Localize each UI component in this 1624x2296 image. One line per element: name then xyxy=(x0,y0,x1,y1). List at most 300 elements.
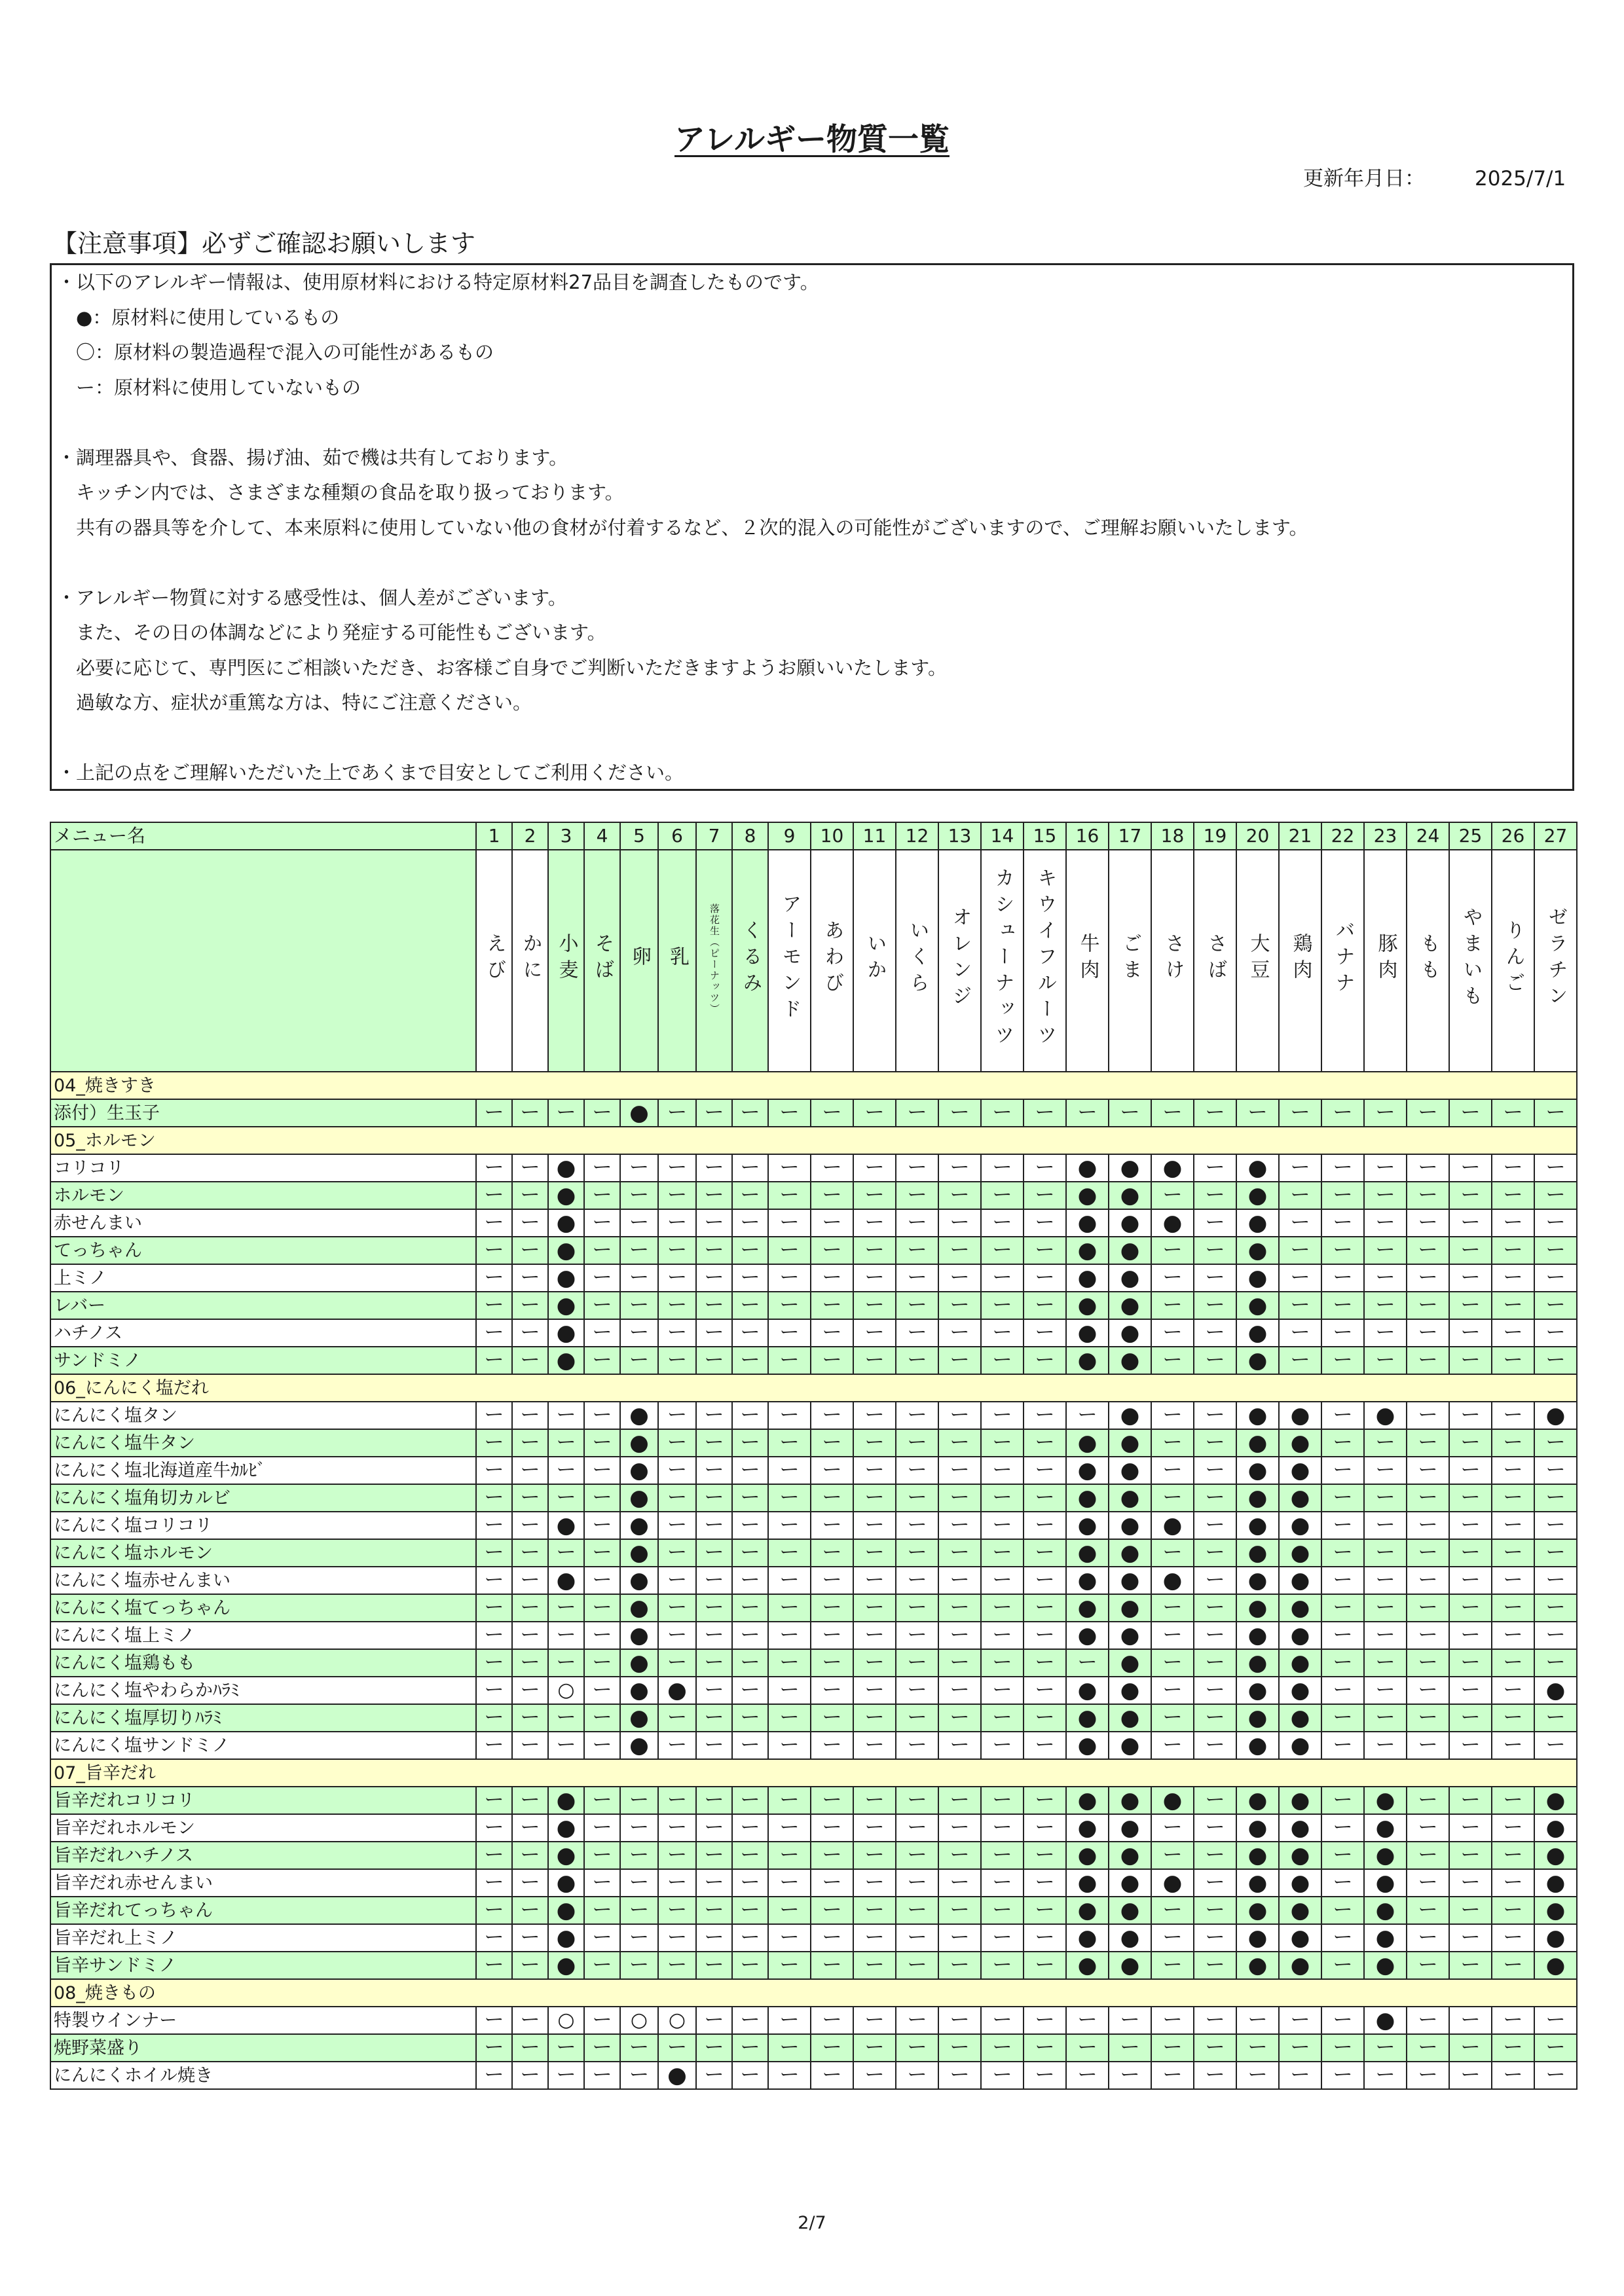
allergen-name-cell xyxy=(811,850,853,1072)
allergen-mark: ー xyxy=(938,1429,981,1457)
allergen-name-cell xyxy=(1321,850,1364,1072)
updated-date xyxy=(1303,162,1566,191)
allergen-mark: ー xyxy=(732,1952,768,1979)
allergen-mark: ー xyxy=(811,1209,853,1237)
allergen-number: 24 xyxy=(1407,822,1449,850)
allergen-mark: ー xyxy=(853,1429,896,1457)
allergen-mark: ー xyxy=(1449,1484,1492,1512)
allergen-mark: ー xyxy=(512,1484,548,1512)
allergen-mark: ー xyxy=(1534,1539,1577,1567)
allergen-mark: ー xyxy=(938,1099,981,1127)
allergen-mark: ー xyxy=(938,1209,981,1237)
allergen-mark: ー xyxy=(768,1897,811,1924)
allergen-mark: ー xyxy=(1279,1292,1321,1319)
allergen-mark: ー xyxy=(981,1539,1024,1567)
allergen-name: りんご xyxy=(1502,920,1525,998)
allergen-number: 26 xyxy=(1492,822,1534,850)
menu-name: 上ミノ xyxy=(50,1264,476,1292)
allergen-mark: ● xyxy=(1109,1209,1151,1237)
allergen-mark: ー xyxy=(1407,2062,1449,2089)
allergen-mark: ー xyxy=(811,1347,853,1374)
allergen-mark: ー xyxy=(981,1099,1024,1127)
allergen-name: もも xyxy=(1416,933,1440,985)
allergen-mark: ー xyxy=(476,1594,512,1622)
allergen-mark: ー xyxy=(1321,1704,1364,1732)
allergen-mark: ー xyxy=(1024,1182,1066,1209)
allergen-mark: ー xyxy=(981,2062,1024,2089)
allergen-mark: ー xyxy=(658,1099,696,1127)
allergen-mark: ー xyxy=(696,1292,732,1319)
allergen-name-cell xyxy=(658,850,696,1072)
allergen-mark: ー xyxy=(1364,1292,1407,1319)
allergen-mark: ー xyxy=(768,1649,811,1677)
table-row xyxy=(50,2062,1577,2089)
allergen-mark: ー xyxy=(1236,1099,1279,1127)
allergen-mark: ー xyxy=(1449,1154,1492,1182)
allergen-mark: ● xyxy=(1236,1237,1279,1264)
allergen-mark: ● xyxy=(1236,1182,1279,1209)
allergen-mark: ● xyxy=(1066,1484,1109,1512)
allergen-mark: ー xyxy=(896,1649,938,1677)
menu-name: コリコリ xyxy=(50,1154,476,1182)
allergen-mark: ー xyxy=(1492,1237,1534,1264)
allergen-mark: ● xyxy=(1066,1704,1109,1732)
allergen-mark: ー xyxy=(811,1924,853,1952)
allergen-mark: ー xyxy=(1321,1567,1364,1594)
allergen-mark: ● xyxy=(1066,1209,1109,1237)
menu-name: 旨辛だれコリコリ xyxy=(50,1787,476,1814)
allergen-mark: ー xyxy=(768,1787,811,1814)
allergen-mark: ー xyxy=(853,1704,896,1732)
allergen-mark: ー xyxy=(1279,1154,1321,1182)
allergen-mark: ー xyxy=(476,1649,512,1677)
allergen-mark: ー xyxy=(476,1154,512,1182)
allergen-mark: ー xyxy=(476,1347,512,1374)
allergen-mark: ー xyxy=(896,1622,938,1649)
allergen-mark: ー xyxy=(853,1732,896,1759)
allergen-mark: ー xyxy=(1321,1732,1364,1759)
allergen-mark: ● xyxy=(1279,1952,1321,1979)
allergen-mark: ー xyxy=(853,1649,896,1677)
allergen-mark: ー xyxy=(1492,1182,1534,1209)
allergen-mark: ー xyxy=(476,1952,512,1979)
allergen-mark: ー xyxy=(696,1402,732,1429)
allergen-mark: ー xyxy=(853,1869,896,1897)
allergen-number: 7 xyxy=(696,822,732,850)
menu-name-header: メニュー名 xyxy=(50,822,476,850)
allergen-mark: ー xyxy=(658,1622,696,1649)
allergen-mark: ● xyxy=(548,1292,584,1319)
allergen-mark: ー xyxy=(768,1264,811,1292)
allergen-mark: ー xyxy=(512,1622,548,1649)
allergen-mark: ー xyxy=(732,2007,768,2034)
allergen-mark: ー xyxy=(1449,1869,1492,1897)
table-row xyxy=(50,1567,1577,1594)
allergen-mark: ー xyxy=(896,2034,938,2062)
allergen-mark: ー xyxy=(584,1457,620,1484)
allergen-mark: ● xyxy=(1236,1842,1279,1869)
allergen-mark: ー xyxy=(811,2007,853,2034)
table-row xyxy=(50,1677,1577,1704)
allergen-mark: ー xyxy=(938,1484,981,1512)
allergen-name: バナナ xyxy=(1331,920,1355,998)
allergen-mark: ー xyxy=(512,1677,548,1704)
allergen-mark: ー xyxy=(1364,1154,1407,1182)
allergen-mark: ー xyxy=(1492,1292,1534,1319)
allergen-mark: ● xyxy=(1279,1732,1321,1759)
menu-name: 旨辛だれ上ミノ xyxy=(50,1924,476,1952)
allergen-mark: ● xyxy=(1279,1924,1321,1952)
allergen-name: カシューナッツ xyxy=(991,867,1014,1051)
allergen-mark: ー xyxy=(548,1457,584,1484)
allergen-mark: ー xyxy=(620,1182,658,1209)
allergen-mark: ー xyxy=(584,2034,620,2062)
allergen-mark: ー xyxy=(938,1897,981,1924)
allergen-mark: ー xyxy=(853,2062,896,2089)
allergen-mark: ー xyxy=(620,1924,658,1952)
allergen-mark: ● xyxy=(548,1264,584,1292)
table-row xyxy=(50,1732,1577,1759)
allergen-mark: ー xyxy=(658,1649,696,1677)
allergen-mark: ー xyxy=(512,1539,548,1567)
allergen-number: 25 xyxy=(1449,822,1492,850)
menu-name: にんにく塩鶏もも xyxy=(50,1649,476,1677)
allergen-name: オレンジ xyxy=(948,907,972,1011)
allergen-mark: ー xyxy=(696,1622,732,1649)
allergen-mark: ー xyxy=(476,1924,512,1952)
allergen-mark: ● xyxy=(1066,1924,1109,1952)
allergen-number: 16 xyxy=(1066,822,1109,850)
allergen-mark: ー xyxy=(1321,1182,1364,1209)
allergen-mark: ー xyxy=(1492,2007,1534,2034)
allergen-name: やまいも xyxy=(1459,907,1483,1011)
allergen-mark: ー xyxy=(1364,1622,1407,1649)
allergen-mark: ー xyxy=(1449,1099,1492,1127)
allergen-mark: ー xyxy=(732,1732,768,1759)
allergen-name-cell xyxy=(1024,850,1066,1072)
allergen-mark: ー xyxy=(696,1594,732,1622)
allergen-mark: ー xyxy=(1151,1924,1194,1952)
allergen-name: キウイフルーツ xyxy=(1033,867,1057,1051)
allergen-mark: ー xyxy=(981,2034,1024,2062)
allergen-mark: ー xyxy=(512,1209,548,1237)
allergen-mark: ー xyxy=(732,1539,768,1567)
allergen-mark: ー xyxy=(548,1484,584,1512)
allergen-mark: ー xyxy=(1492,1264,1534,1292)
allergen-mark: ー xyxy=(1449,2034,1492,2062)
allergen-mark: ー xyxy=(938,2062,981,2089)
allergen-mark: ● xyxy=(620,1457,658,1484)
allergen-mark: ー xyxy=(584,1924,620,1952)
allergen-mark: ー xyxy=(1534,1292,1577,1319)
allergen-mark: ● xyxy=(1066,1154,1109,1182)
allergen-mark: ー xyxy=(620,1952,658,1979)
allergen-mark: ● xyxy=(1534,1787,1577,1814)
allergen-mark: ● xyxy=(548,1952,584,1979)
allergen-mark: ー xyxy=(938,1402,981,1429)
menu-name: にんにくホイル焼き xyxy=(50,2062,476,2089)
allergen-number: 8 xyxy=(732,822,768,850)
allergen-mark: ー xyxy=(853,2007,896,2034)
allergen-mark: ー xyxy=(811,1622,853,1649)
allergen-mark: ー xyxy=(548,1402,584,1429)
allergen-mark: ー xyxy=(896,1594,938,1622)
allergen-mark: ー xyxy=(620,1264,658,1292)
allergen-mark: ー xyxy=(1194,1594,1236,1622)
allergen-mark: ー xyxy=(811,1594,853,1622)
allergen-mark: ● xyxy=(1364,2007,1407,2034)
allergen-mark: ー xyxy=(1194,1182,1236,1209)
allergen-mark: ー xyxy=(768,1429,811,1457)
allergen-mark: ー xyxy=(732,1567,768,1594)
allergen-mark: ー xyxy=(584,1677,620,1704)
allergen-mark: ー xyxy=(476,2062,512,2089)
allergen-mark: ー xyxy=(512,1952,548,1979)
allergen-table xyxy=(50,822,1578,2090)
allergen-mark: ー xyxy=(1151,1622,1194,1649)
section-title: 04_焼きすき xyxy=(50,1072,1577,1099)
allergen-number: 19 xyxy=(1194,822,1236,850)
allergen-mark: ● xyxy=(1236,1512,1279,1539)
allergen-mark: ー xyxy=(853,1099,896,1127)
allergen-mark: ー xyxy=(1364,1099,1407,1127)
allergen-mark: ー xyxy=(1024,1924,1066,1952)
menu-name: 旨辛だれハチノス xyxy=(50,1842,476,1869)
allergen-mark: ー xyxy=(1449,1952,1492,1979)
allergen-mark: ー xyxy=(696,1869,732,1897)
allergen-mark: ー xyxy=(896,1814,938,1842)
allergen-mark: ● xyxy=(620,1402,658,1429)
allergen-mark: ー xyxy=(658,1264,696,1292)
allergen-mark: ー xyxy=(1194,1099,1236,1127)
allergen-mark: ー xyxy=(696,1264,732,1292)
table-row xyxy=(50,1484,1577,1512)
allergen-name-cell xyxy=(1449,850,1492,1072)
allergen-mark: ー xyxy=(1492,1154,1534,1182)
table-row xyxy=(50,1869,1577,1897)
allergen-mark: ー xyxy=(981,1512,1024,1539)
allergen-mark: ー xyxy=(1321,1787,1364,1814)
allergen-mark: ー xyxy=(658,1924,696,1952)
allergen-name: 卵 xyxy=(628,946,651,972)
allergen-mark: ー xyxy=(768,1704,811,1732)
allergen-mark: ● xyxy=(1066,1814,1109,1842)
allergen-mark: ○ xyxy=(548,2007,584,2034)
allergen-name: 豚肉 xyxy=(1374,933,1397,985)
allergen-mark: ● xyxy=(1066,1952,1109,1979)
allergen-mark: ー xyxy=(938,1347,981,1374)
allergen-name: 鶏肉 xyxy=(1289,933,1312,985)
allergen-mark: ー xyxy=(584,1842,620,1869)
allergen-mark: ー xyxy=(896,1539,938,1567)
allergen-mark: ー xyxy=(696,1567,732,1594)
allergen-mark: ー xyxy=(1492,1897,1534,1924)
allergen-mark: ー xyxy=(1449,1402,1492,1429)
allergen-mark: ー xyxy=(1151,1677,1194,1704)
allergen-mark: ー xyxy=(1534,2034,1577,2062)
allergen-mark: ー xyxy=(1194,1237,1236,1264)
allergen-mark: ー xyxy=(1151,1952,1194,1979)
menu-name: 旨辛だれホルモン xyxy=(50,1814,476,1842)
section-row xyxy=(50,1127,1577,1154)
allergen-mark: ー xyxy=(1534,1099,1577,1127)
allergen-mark: ー xyxy=(658,1292,696,1319)
allergen-mark: ー xyxy=(1407,2007,1449,2034)
allergen-mark: ● xyxy=(658,2062,696,2089)
allergen-mark: ー xyxy=(1492,1622,1534,1649)
allergen-mark: ● xyxy=(1109,1182,1151,1209)
allergen-mark: ー xyxy=(512,1402,548,1429)
allergen-mark: ー xyxy=(1449,1567,1492,1594)
allergen-mark: ● xyxy=(620,1649,658,1677)
allergen-mark: ー xyxy=(1534,1347,1577,1374)
allergen-mark: ー xyxy=(1492,1869,1534,1897)
allergen-mark: ー xyxy=(1151,2007,1194,2034)
allergen-mark: ー xyxy=(548,1622,584,1649)
allergen-mark: ー xyxy=(584,1099,620,1127)
allergen-mark: ー xyxy=(1279,1264,1321,1292)
allergen-mark: ● xyxy=(1151,1567,1194,1594)
allergen-mark: ー xyxy=(811,1787,853,1814)
notice-line: 過敏な方、症状が重篤な方は、特にご注意ください。 xyxy=(57,691,532,714)
allergen-number: 9 xyxy=(768,822,811,850)
allergen-name-cell xyxy=(1279,850,1321,1072)
allergen-mark: ー xyxy=(1492,1842,1534,1869)
allergen-mark: ー xyxy=(476,1099,512,1127)
allergen-mark: ー xyxy=(1534,1209,1577,1237)
allergen-mark: ● xyxy=(620,1512,658,1539)
allergen-mark: ー xyxy=(512,1704,548,1732)
allergen-mark: ー xyxy=(512,2062,548,2089)
allergen-mark: ー xyxy=(620,2062,658,2089)
allergen-mark: ー xyxy=(548,2034,584,2062)
allergen-mark: ー xyxy=(548,2062,584,2089)
allergen-mark: ● xyxy=(620,1484,658,1512)
allergen-mark: ー xyxy=(584,1952,620,1979)
allergen-mark: ー xyxy=(1321,1484,1364,1512)
menu-name: にんにく塩牛タン xyxy=(50,1429,476,1457)
allergen-mark: ー xyxy=(1492,1732,1534,1759)
allergen-mark: ー xyxy=(938,1814,981,1842)
allergen-mark: ー xyxy=(768,1869,811,1897)
allergen-mark: ー xyxy=(1024,1677,1066,1704)
allergen-mark: ー xyxy=(476,1182,512,1209)
allergen-mark: ー xyxy=(1407,1539,1449,1567)
allergen-mark: ● xyxy=(1109,1539,1151,1567)
allergen-mark: ー xyxy=(1492,1594,1534,1622)
allergen-mark: ー xyxy=(1449,1209,1492,1237)
allergen-mark: ー xyxy=(658,1237,696,1264)
allergen-mark: ー xyxy=(696,1347,732,1374)
allergen-mark: ー xyxy=(584,1897,620,1924)
allergen-mark: ー xyxy=(658,1787,696,1814)
menu-name: 赤せんまい xyxy=(50,1209,476,1237)
allergen-mark: ー xyxy=(548,1429,584,1457)
allergen-mark: ー xyxy=(1492,2062,1534,2089)
allergen-mark: ー xyxy=(512,1319,548,1347)
allergen-mark: ● xyxy=(1066,1869,1109,1897)
allergen-mark: ● xyxy=(620,1429,658,1457)
allergen-mark: ー xyxy=(696,1842,732,1869)
allergen-mark: ー xyxy=(1279,2034,1321,2062)
allergen-mark: ー xyxy=(696,1429,732,1457)
allergen-mark: ー xyxy=(1109,2062,1151,2089)
allergen-mark: ー xyxy=(853,1952,896,1979)
allergen-mark: ー xyxy=(696,1484,732,1512)
allergen-mark: ー xyxy=(1492,1099,1534,1127)
allergen-mark: ● xyxy=(1279,1704,1321,1732)
notice-line: 〇：原材料の製造過程で混入の可能性があるもの xyxy=(57,341,494,363)
allergen-mark: ● xyxy=(1109,1292,1151,1319)
allergen-mark: ー xyxy=(1492,1952,1534,1979)
allergen-mark: ー xyxy=(1407,1484,1449,1512)
allergen-mark: ー xyxy=(1407,1842,1449,1869)
allergen-mark: ー xyxy=(853,1787,896,1814)
allergen-mark: ー xyxy=(658,1897,696,1924)
allergen-mark: ー xyxy=(1279,1319,1321,1347)
allergen-mark: ー xyxy=(1321,2007,1364,2034)
allergen-mark: ● xyxy=(1236,1649,1279,1677)
allergen-mark: ー xyxy=(1279,1209,1321,1237)
allergen-mark: ー xyxy=(938,1622,981,1649)
allergen-mark: ● xyxy=(1066,1567,1109,1594)
allergen-mark: ー xyxy=(476,1512,512,1539)
allergen-mark: ー xyxy=(584,1154,620,1182)
allergen-mark: ー xyxy=(811,2034,853,2062)
allergen-mark: ー xyxy=(512,1649,548,1677)
allergen-mark: ー xyxy=(584,1264,620,1292)
allergen-mark: ー xyxy=(938,1567,981,1594)
allergen-mark: ー xyxy=(1364,1457,1407,1484)
allergen-mark: ー xyxy=(768,1347,811,1374)
section-title: 08_焼きもの xyxy=(50,1979,1577,2007)
allergen-mark: ー xyxy=(658,1457,696,1484)
allergen-name: かに xyxy=(519,933,542,985)
allergen-number: 10 xyxy=(811,822,853,850)
allergen-mark: ○ xyxy=(658,2007,696,2034)
menu-name: サンドミノ xyxy=(50,1347,476,1374)
allergen-name-cell xyxy=(1236,850,1279,1072)
allergen-mark: ー xyxy=(1024,1484,1066,1512)
allergen-mark: ー xyxy=(696,1319,732,1347)
allergen-mark: ー xyxy=(1449,1897,1492,1924)
allergen-mark: ー xyxy=(584,1209,620,1237)
allergen-mark: ー xyxy=(938,1594,981,1622)
allergen-mark: ー xyxy=(811,1539,853,1567)
allergen-mark: ー xyxy=(584,1319,620,1347)
allergen-mark: ー xyxy=(1534,1154,1577,1182)
allergen-mark: ● xyxy=(620,1732,658,1759)
allergen-mark: ー xyxy=(981,1787,1024,1814)
allergen-mark: ー xyxy=(1151,1319,1194,1347)
allergen-mark: ー xyxy=(811,2062,853,2089)
allergen-mark: ー xyxy=(1534,1704,1577,1732)
allergen-mark: ● xyxy=(1236,1567,1279,1594)
allergen-mark: ー xyxy=(811,1457,853,1484)
allergen-mark: ー xyxy=(896,1209,938,1237)
allergen-name-cell xyxy=(512,850,548,1072)
allergen-mark: ● xyxy=(1066,1787,1109,1814)
allergen-mark: ー xyxy=(1449,2062,1492,2089)
allergen-mark: ● xyxy=(1534,1952,1577,1979)
allergen-mark: ー xyxy=(1151,2034,1194,2062)
allergen-mark: ー xyxy=(732,1512,768,1539)
allergen-mark: ー xyxy=(981,1677,1024,1704)
allergen-name-cell xyxy=(1066,850,1109,1072)
allergen-mark: ー xyxy=(1492,1814,1534,1842)
allergen-mark: ● xyxy=(1534,1842,1577,1869)
allergen-name-cell xyxy=(1534,850,1577,1072)
